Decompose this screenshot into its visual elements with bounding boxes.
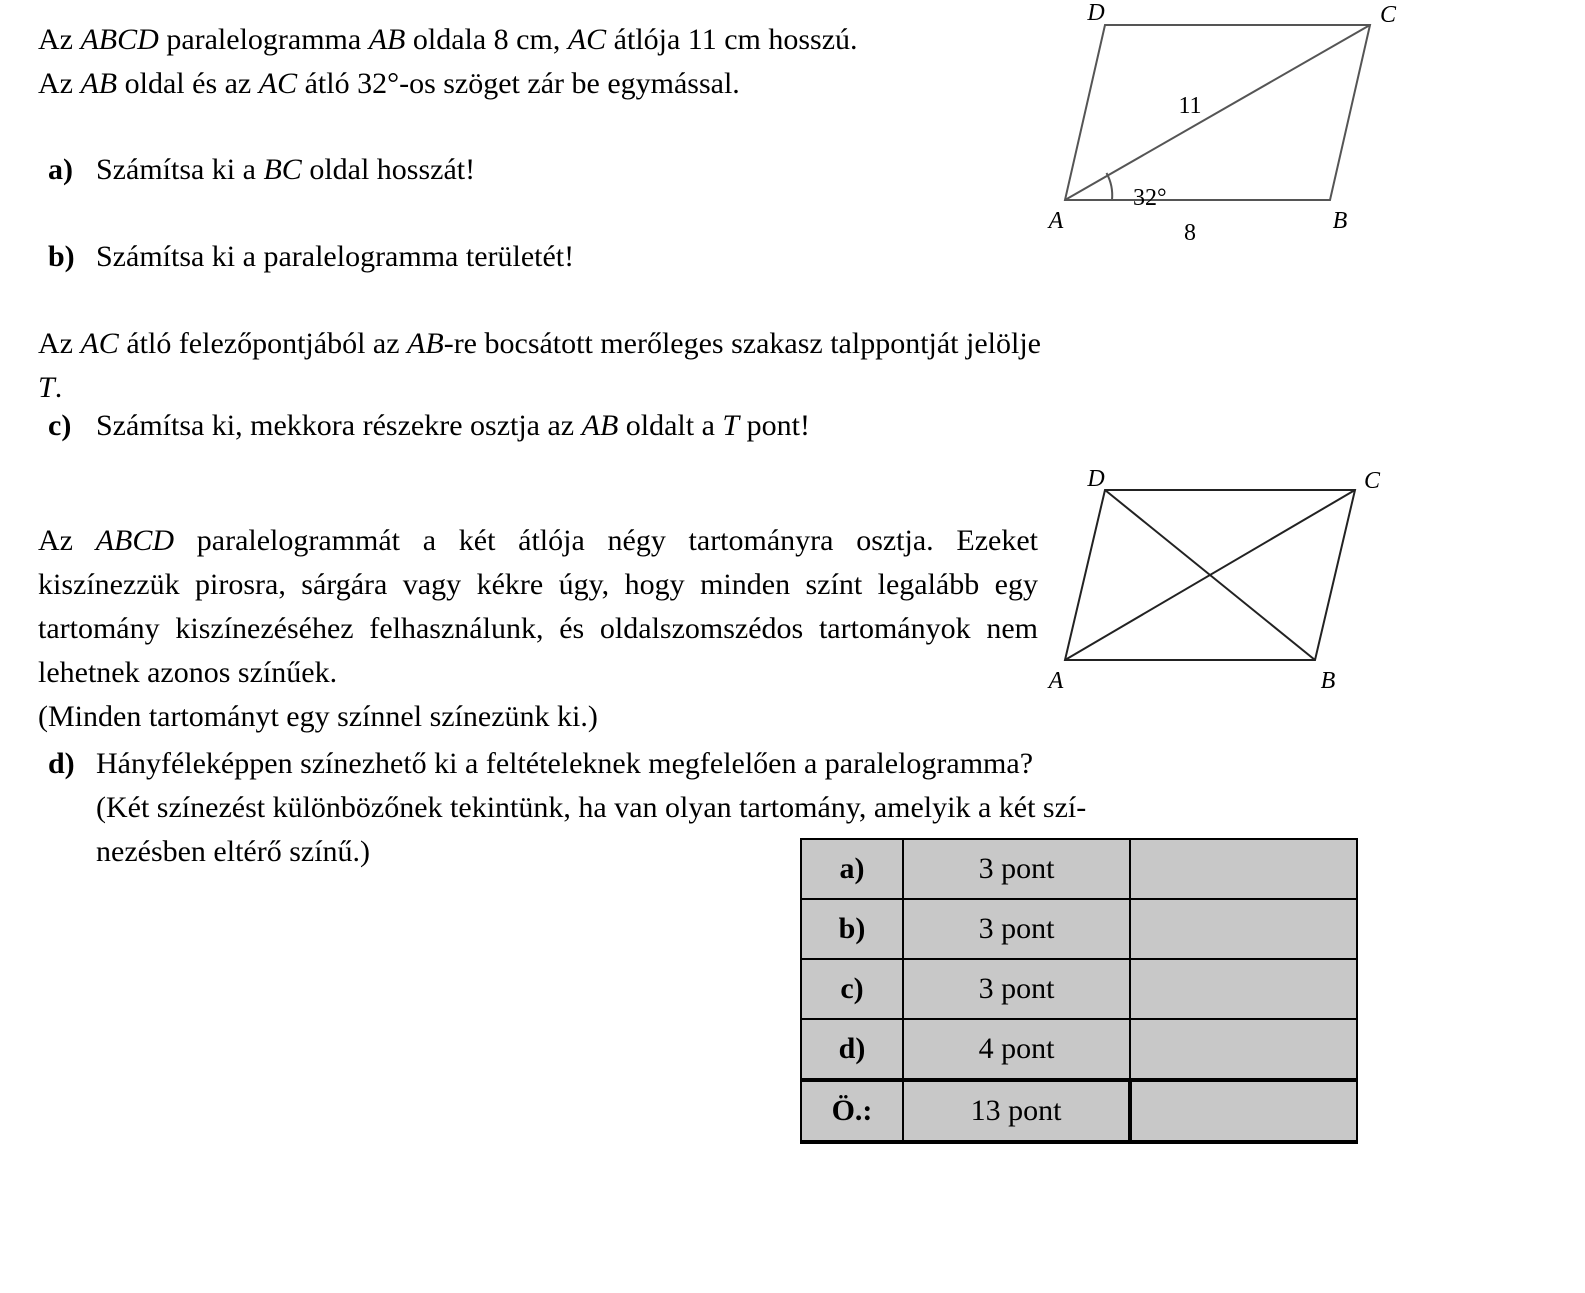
intro1-ab: AB xyxy=(368,23,406,56)
figure1-diagonal-length: 11 xyxy=(1178,93,1202,119)
item-a-text xyxy=(96,148,1044,192)
figure2-vertex-d-label: D xyxy=(1087,470,1105,492)
score-row-awarded[interactable] xyxy=(1130,1019,1357,1080)
intro2-c: -re bocsátott merőleges szakasz talppontját jelölje xyxy=(443,327,1041,360)
score-row-points: 3 pont xyxy=(903,959,1130,1019)
item-a-text-a: Számítsa ki a xyxy=(96,153,264,186)
intro1-ac2: AC xyxy=(258,67,298,100)
score-total-label: Ö.: xyxy=(801,1080,903,1142)
intro3-a: Az xyxy=(38,524,96,557)
figure2-vertex-b-label: B xyxy=(1320,668,1336,694)
item-c-label: c) xyxy=(48,409,72,442)
intro1-abcd: ABCD xyxy=(80,23,159,56)
figure1-vertex-b-label: B xyxy=(1332,208,1348,234)
score-row-label: a) xyxy=(801,839,903,899)
score-table xyxy=(800,838,1358,1144)
item-c-text-c: pont! xyxy=(739,409,810,442)
item-a-label: a) xyxy=(48,153,73,186)
score-row-label: d) xyxy=(801,1019,903,1080)
item-d-line3: nezésben eltérő színű.) xyxy=(96,835,371,868)
intro1-text-c: oldala 8 cm, xyxy=(405,23,568,56)
score-row-label: b) xyxy=(801,899,903,959)
intro2-t: T xyxy=(38,371,55,404)
intro3-b: paralelogrammát a két átlója négy tartományra osztja. Ezeket kiszínezzük pirosra, sárgára vagy kékre úgy, hogy minden színt legalább egy tartomány kiszínezéséhez felhasználunk, és oldalszomszédos tartományok nem lehetnek azonos színűek. xyxy=(38,524,1039,689)
score-total-points: 13 pont xyxy=(903,1080,1130,1142)
intro2-a: Az xyxy=(38,327,81,360)
intro1-line2-c: átló 32°-os szöget zár be egymással. xyxy=(297,67,740,100)
figure1-vertex-a-label: A xyxy=(1048,208,1064,234)
item-c-ab: AB xyxy=(581,409,619,442)
problem-intro-3 xyxy=(38,519,1038,739)
score-row-points: 3 pont xyxy=(903,899,1130,959)
diagonal-ac xyxy=(1065,25,1370,200)
intro1-text-d: átlója 11 cm hosszú. xyxy=(606,23,858,56)
intro2-ac: AC xyxy=(80,327,119,360)
item-c-t: T xyxy=(722,409,740,442)
item-d-label: d) xyxy=(48,747,75,780)
item-d-line1: Hányféleképpen színezhető ki a feltételeknek megfelelően a paralelogramma? xyxy=(96,747,1034,780)
item-a-text-b: oldal hosszát! xyxy=(301,153,476,186)
item-b-text: Számítsa ki a paralelogramma területét! xyxy=(96,240,575,273)
intro1-line2-a: Az xyxy=(38,67,81,100)
item-d-line2: (Két színezést különbözőnek tekintünk, ha van olyan tartomány, amelyik a két szí- xyxy=(96,791,1087,824)
score-total-awarded[interactable] xyxy=(1130,1080,1357,1142)
item-c-text-b: oldalt a xyxy=(618,409,723,442)
figure1-side-length: 8 xyxy=(1184,220,1196,246)
item-c-text xyxy=(96,404,1044,448)
problem-intro-2 xyxy=(38,322,1058,410)
item-c-text-a: Számítsa ki, mekkora részekre osztja az xyxy=(96,409,582,442)
problem-intro-1 xyxy=(38,18,1053,106)
table-row xyxy=(801,839,1357,899)
problem-item-a xyxy=(48,148,1048,192)
figure-parallelogram-with-diagonal xyxy=(1040,0,1440,250)
score-table-body xyxy=(801,839,1357,1142)
angle-arc xyxy=(1107,173,1113,200)
intro1-text-b: paralelogramma xyxy=(158,23,369,56)
score-row-points: 4 pont xyxy=(903,1019,1130,1080)
item-b-label: b) xyxy=(48,240,75,273)
figure-parallelogram-with-two-diagonals xyxy=(1040,470,1400,695)
intro1-line2-b: oldal és az xyxy=(117,67,259,100)
score-row-awarded[interactable] xyxy=(1130,839,1357,899)
diagonal-bd-2 xyxy=(1105,490,1315,660)
table-row-total xyxy=(801,1080,1357,1142)
figure2-vertex-c-label: C xyxy=(1363,470,1381,494)
item-a-bc: BC xyxy=(263,153,302,186)
problem-item-b xyxy=(48,235,1048,279)
table-row xyxy=(801,1019,1357,1080)
figure1-vertex-d-label: D xyxy=(1087,0,1105,26)
intro1-ac: AC xyxy=(567,23,607,56)
intro2-ab: AB xyxy=(407,327,444,360)
problem-item-c xyxy=(48,404,1048,448)
score-row-points: 3 pont xyxy=(903,839,1130,899)
intro3-c: (Minden tartományt egy színnel színezünk ki.) xyxy=(38,700,598,733)
table-row xyxy=(801,899,1357,959)
intro1-text-a: Az xyxy=(38,23,81,56)
score-row-label: c) xyxy=(801,959,903,1019)
score-row-awarded[interactable] xyxy=(1130,959,1357,1019)
intro1-ab2: AB xyxy=(80,67,118,100)
score-row-awarded[interactable] xyxy=(1130,899,1357,959)
figure1-vertex-c-label: C xyxy=(1379,2,1397,28)
intro2-d: . xyxy=(54,371,63,404)
figure1-angle-label: 32° xyxy=(1133,185,1167,211)
intro2-b: átló felezőpontjából az xyxy=(118,327,408,360)
figure2-vertex-a-label: A xyxy=(1048,668,1064,694)
figure2-svg xyxy=(1040,470,1400,695)
figure1-svg xyxy=(1040,0,1440,250)
table-row xyxy=(801,959,1357,1019)
intro3-abcd: ABCD xyxy=(95,524,175,557)
